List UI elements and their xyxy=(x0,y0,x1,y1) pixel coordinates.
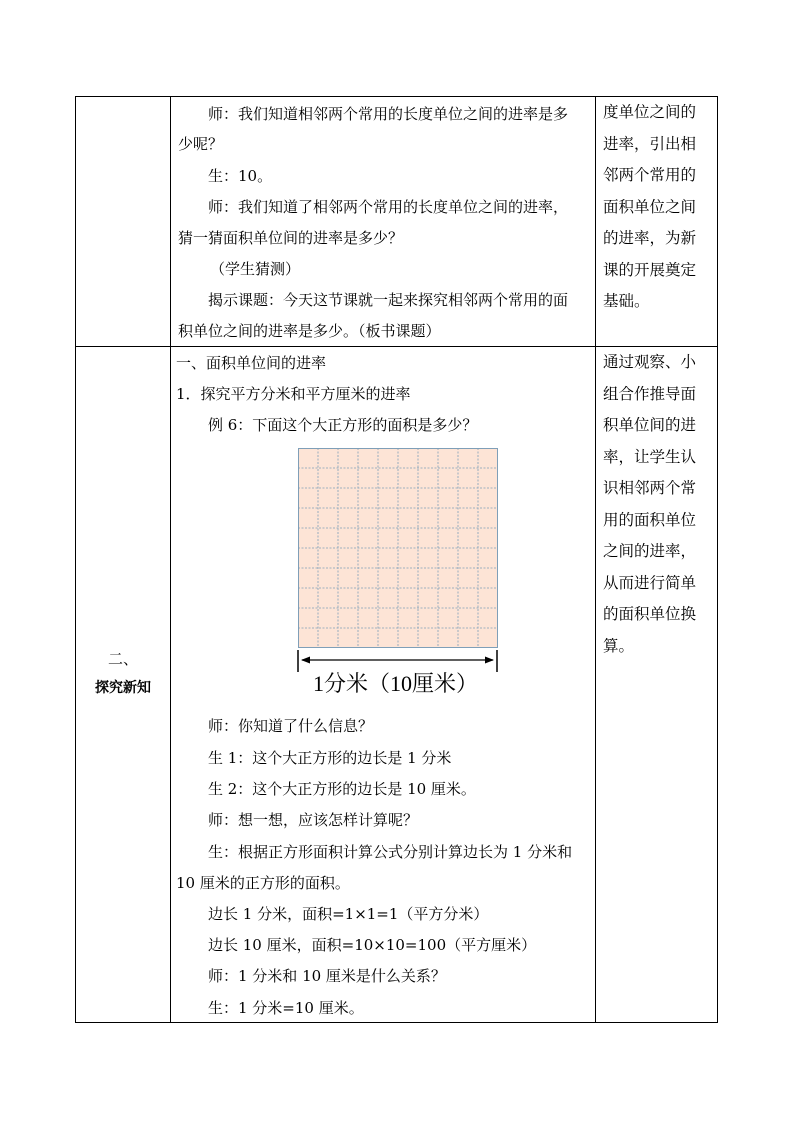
note-line: 之间的进率， xyxy=(603,542,697,560)
note-line: 组合作推导面 xyxy=(603,384,697,403)
text-line: 少呢？ xyxy=(178,135,224,153)
note-line: 通过观察、小 xyxy=(603,353,697,371)
text-line: 师：我们知道了相邻两个常用的长度单位之间的进率， xyxy=(208,198,569,216)
text-line: 边长 1 分米，面积=1×1=1（平方分米） xyxy=(208,905,489,923)
note-line: 从而进行简单 xyxy=(603,573,697,592)
column-divider-2 xyxy=(595,96,596,1023)
arrowhead-right xyxy=(485,657,494,664)
text-line: 师：你知道了什么信息？ xyxy=(208,717,374,735)
text-line: 师：想一想，应该怎样计算呢？ xyxy=(208,811,419,829)
text-line: 边长 10 厘米，面积=10×10=100（平方厘米） xyxy=(208,936,537,954)
note-line: 邻两个常用的 xyxy=(603,166,697,184)
text-line: 积单位之间的进率是多少。（板书课题） xyxy=(178,322,441,340)
text-line: 生：根据正方形面积计算公式分别计算边长为 1 分米和 xyxy=(208,843,573,861)
row2-note xyxy=(603,347,699,662)
text-line: 1．探究平方分米和平方厘米的进率 xyxy=(176,385,411,403)
table-left-border xyxy=(75,96,76,1023)
arrowhead-left xyxy=(301,657,310,664)
section-title: 探究新知 xyxy=(95,680,151,696)
text-line: 猜一猜面积单位间的进率是多少？ xyxy=(178,229,404,247)
text-line: 生 2：这个大正方形的边长是 10 厘米。 xyxy=(208,780,476,798)
text-line: 10 厘米的正方形的面积。 xyxy=(176,874,350,892)
text-line: 师：我们知道相邻两个常用的长度单位之间的进率是多 xyxy=(208,105,569,123)
note-line: 进率，引出相 xyxy=(603,134,697,153)
note-line: 率，让学生认 xyxy=(603,447,697,466)
text-line: 生：10。 xyxy=(208,167,273,185)
text-line: 揭示课题：今天这节课就一起来探究相邻两个常用的面 xyxy=(208,291,569,309)
note-line: 基础。 xyxy=(603,292,650,310)
note-line: 用的面积单位 xyxy=(603,510,697,529)
note-line: 课的开展奠定 xyxy=(603,260,697,279)
text-line: 师：1 分米和 10 厘米是什么关系？ xyxy=(208,967,446,985)
note-line: 算。 xyxy=(603,636,635,655)
grid-square xyxy=(298,448,498,648)
text-line: 生：1 分米=10 厘米。 xyxy=(208,999,364,1017)
note-line: 度单位之间的 xyxy=(603,103,697,121)
text-line: （学生猜测） xyxy=(210,260,301,278)
table-bottom-border xyxy=(75,1022,718,1023)
row1-note xyxy=(603,97,699,318)
note-line: 的进率，为新 xyxy=(603,229,697,247)
note-line: 面积单位之间 xyxy=(603,197,697,216)
note-line: 积单位间的进 xyxy=(603,416,697,434)
note-line: 识相邻两个常 xyxy=(603,479,697,497)
figure-caption: 1分米（10厘米） xyxy=(313,671,479,696)
text-line: 例 6：下面这个大正方形的面积是多少？ xyxy=(208,416,478,434)
text-line: 一、面积单位间的进率 xyxy=(176,354,327,372)
text-line: 生 1：这个大正方形的边长是 1 分米 xyxy=(208,749,452,767)
table-right-border xyxy=(717,96,718,1023)
note-line: 的面积单位换 xyxy=(603,605,697,623)
column-divider-1 xyxy=(170,96,171,1023)
section-number: 二、 xyxy=(107,650,138,668)
